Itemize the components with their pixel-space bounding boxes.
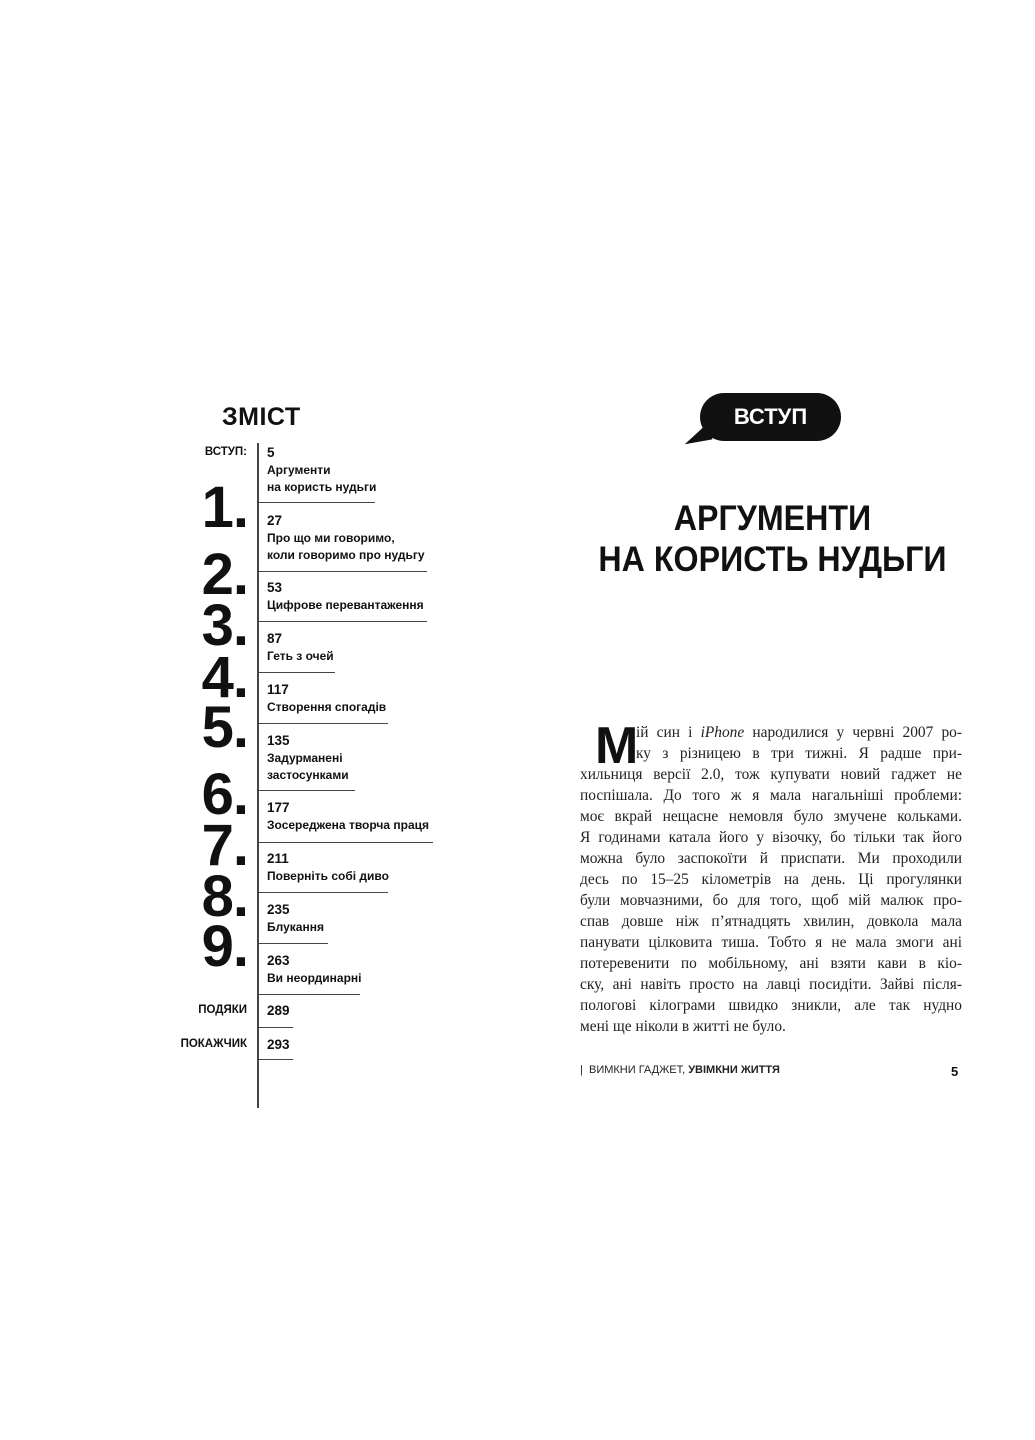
toc-divider bbox=[258, 1027, 293, 1028]
running-footer bbox=[580, 1064, 780, 1076]
body-line: Я годинами катала його у візочку, бо тільки так його bbox=[580, 829, 962, 846]
chapter-number: 8. bbox=[201, 864, 248, 929]
chapter-badge: ВСТУП bbox=[700, 393, 841, 441]
chapter-number: 7. bbox=[201, 813, 248, 878]
toc-divider bbox=[258, 723, 388, 724]
body-line bbox=[636, 722, 962, 743]
toc-page-number[interactable]: 87 bbox=[267, 631, 283, 646]
toc-page-number[interactable]: 117 bbox=[267, 682, 289, 697]
toc-section-label: ПОКАЖЧИК bbox=[180, 1038, 247, 1050]
toc-entry-title[interactable]: Геть з очей bbox=[267, 649, 334, 663]
body-text-fragment: народилися у червні 2007 ро- bbox=[744, 724, 963, 741]
toc-page-number[interactable]: 53 bbox=[267, 580, 283, 595]
toc-page-number[interactable]: 211 bbox=[267, 851, 289, 866]
page-number: 5 bbox=[951, 1064, 959, 1079]
toc-page-number[interactable]: 5 bbox=[267, 445, 275, 460]
toc-divider bbox=[258, 571, 427, 572]
chapter-number: 4. bbox=[201, 645, 248, 710]
chapter-number: 3. bbox=[201, 593, 248, 658]
toc-divider bbox=[258, 790, 355, 791]
toc-divider bbox=[258, 842, 433, 843]
chapter-number: 9. bbox=[201, 914, 248, 979]
body-line: хильниця версії 2.0, тож купувати новий гаджет не bbox=[580, 766, 962, 783]
toc-page-number[interactable]: 263 bbox=[267, 953, 290, 968]
chapter-number: 2. bbox=[201, 542, 248, 607]
body-text-fragment: ій син і bbox=[636, 724, 701, 741]
toc-divider bbox=[258, 994, 360, 995]
toc-entry-title[interactable]: застосунками bbox=[267, 768, 349, 782]
toc-divider bbox=[258, 502, 375, 503]
toc-divider bbox=[258, 621, 427, 622]
body-line: потеревенити по мобільному, ані взяти кави в кіо- bbox=[580, 955, 962, 972]
toc-divider bbox=[258, 1059, 293, 1060]
toc-vertical-rule bbox=[257, 443, 259, 1108]
body-line: панувати цілковита тиша. Тобто я не мала змоги ані bbox=[580, 934, 962, 951]
chapter-title-line-1: АРГУМЕНТИ bbox=[673, 499, 872, 538]
body-line: ску, ані навіть просто на лавці посидіти. Зайві після- bbox=[580, 976, 962, 993]
body-line: поспішала. До того ж я мала нагальніші проблеми: bbox=[580, 787, 962, 804]
toc-page-number[interactable]: 289 bbox=[267, 1003, 290, 1018]
toc-page-number[interactable]: 27 bbox=[267, 513, 283, 528]
toc-page-number[interactable]: 235 bbox=[267, 902, 290, 917]
body-line: десь по 15–25 кілометрів на день. Ці прогулянки bbox=[580, 871, 962, 888]
toc-entry-title[interactable]: Поверніть собі диво bbox=[267, 869, 389, 883]
chapter-number: 1. bbox=[201, 475, 248, 540]
body-line: моє вкрай нещасне немовля було змучене кольками. bbox=[580, 808, 962, 825]
toc-divider bbox=[258, 943, 328, 944]
footer-book-title: ВИМКНИ ГАДЖЕТ, bbox=[588, 1064, 689, 1076]
toc-entry-title[interactable]: Цифрове перевантаження bbox=[267, 598, 424, 612]
toc-page-number[interactable]: 293 bbox=[267, 1037, 290, 1052]
toc-entry-title[interactable]: Задурманені bbox=[267, 751, 343, 765]
toc-entry-title[interactable]: Блукання bbox=[267, 920, 324, 934]
body-line: спав довше ніж п’ятнадцять хвилин, довкола мала bbox=[580, 913, 962, 930]
toc-page-number[interactable]: 177 bbox=[267, 800, 290, 815]
toc-entry-title[interactable]: Зосереджена творча праця bbox=[267, 818, 429, 832]
toc-entry-title[interactable]: на користь нудьги bbox=[267, 480, 377, 494]
toc-divider bbox=[258, 672, 335, 673]
toc-entry-title[interactable]: Створення спогадів bbox=[267, 700, 387, 714]
toc-entry-title[interactable]: Аргументи bbox=[267, 463, 331, 477]
body-text bbox=[580, 717, 963, 1037]
chapter-number: 5. bbox=[201, 695, 248, 760]
toc-entry-title[interactable]: Про що ми говоримо, bbox=[267, 531, 395, 545]
drop-cap: М bbox=[595, 717, 639, 775]
toc-section-label: ПОДЯКИ bbox=[198, 1004, 247, 1016]
body-line: були мовчазними, бо для того, щоб мій малюк про- bbox=[580, 892, 962, 909]
chapter-number: 6. bbox=[201, 762, 248, 827]
chapter-title-line-2: НА КОРИСТЬ НУДЬГИ bbox=[598, 540, 947, 579]
toc-entry-title[interactable]: Ви неординарні bbox=[267, 971, 362, 985]
toc-page-number[interactable]: 135 bbox=[267, 733, 290, 748]
toc-title: ЗМІСТ bbox=[222, 403, 301, 431]
toc-divider bbox=[258, 892, 388, 893]
toc-entry-title[interactable]: коли говоримо про нудьгу bbox=[267, 548, 425, 562]
body-line: пологові кілограми швидко зникли, але так нудно bbox=[580, 997, 962, 1014]
body-line: мені ще ніколи в житті не було. bbox=[580, 1018, 786, 1035]
toc-section-label: ВСТУП: bbox=[204, 446, 247, 458]
footer-book-title-bold: УВІМКНИ ЖИТТЯ bbox=[688, 1064, 780, 1076]
body-line: можна було заспокоїти й приспати. Ми проходили bbox=[580, 850, 962, 867]
footer-separator: | bbox=[580, 1064, 583, 1076]
body-line: ку з різницею в три тижні. Я радше при- bbox=[636, 745, 962, 762]
body-text-italic: iPhone bbox=[700, 724, 745, 741]
